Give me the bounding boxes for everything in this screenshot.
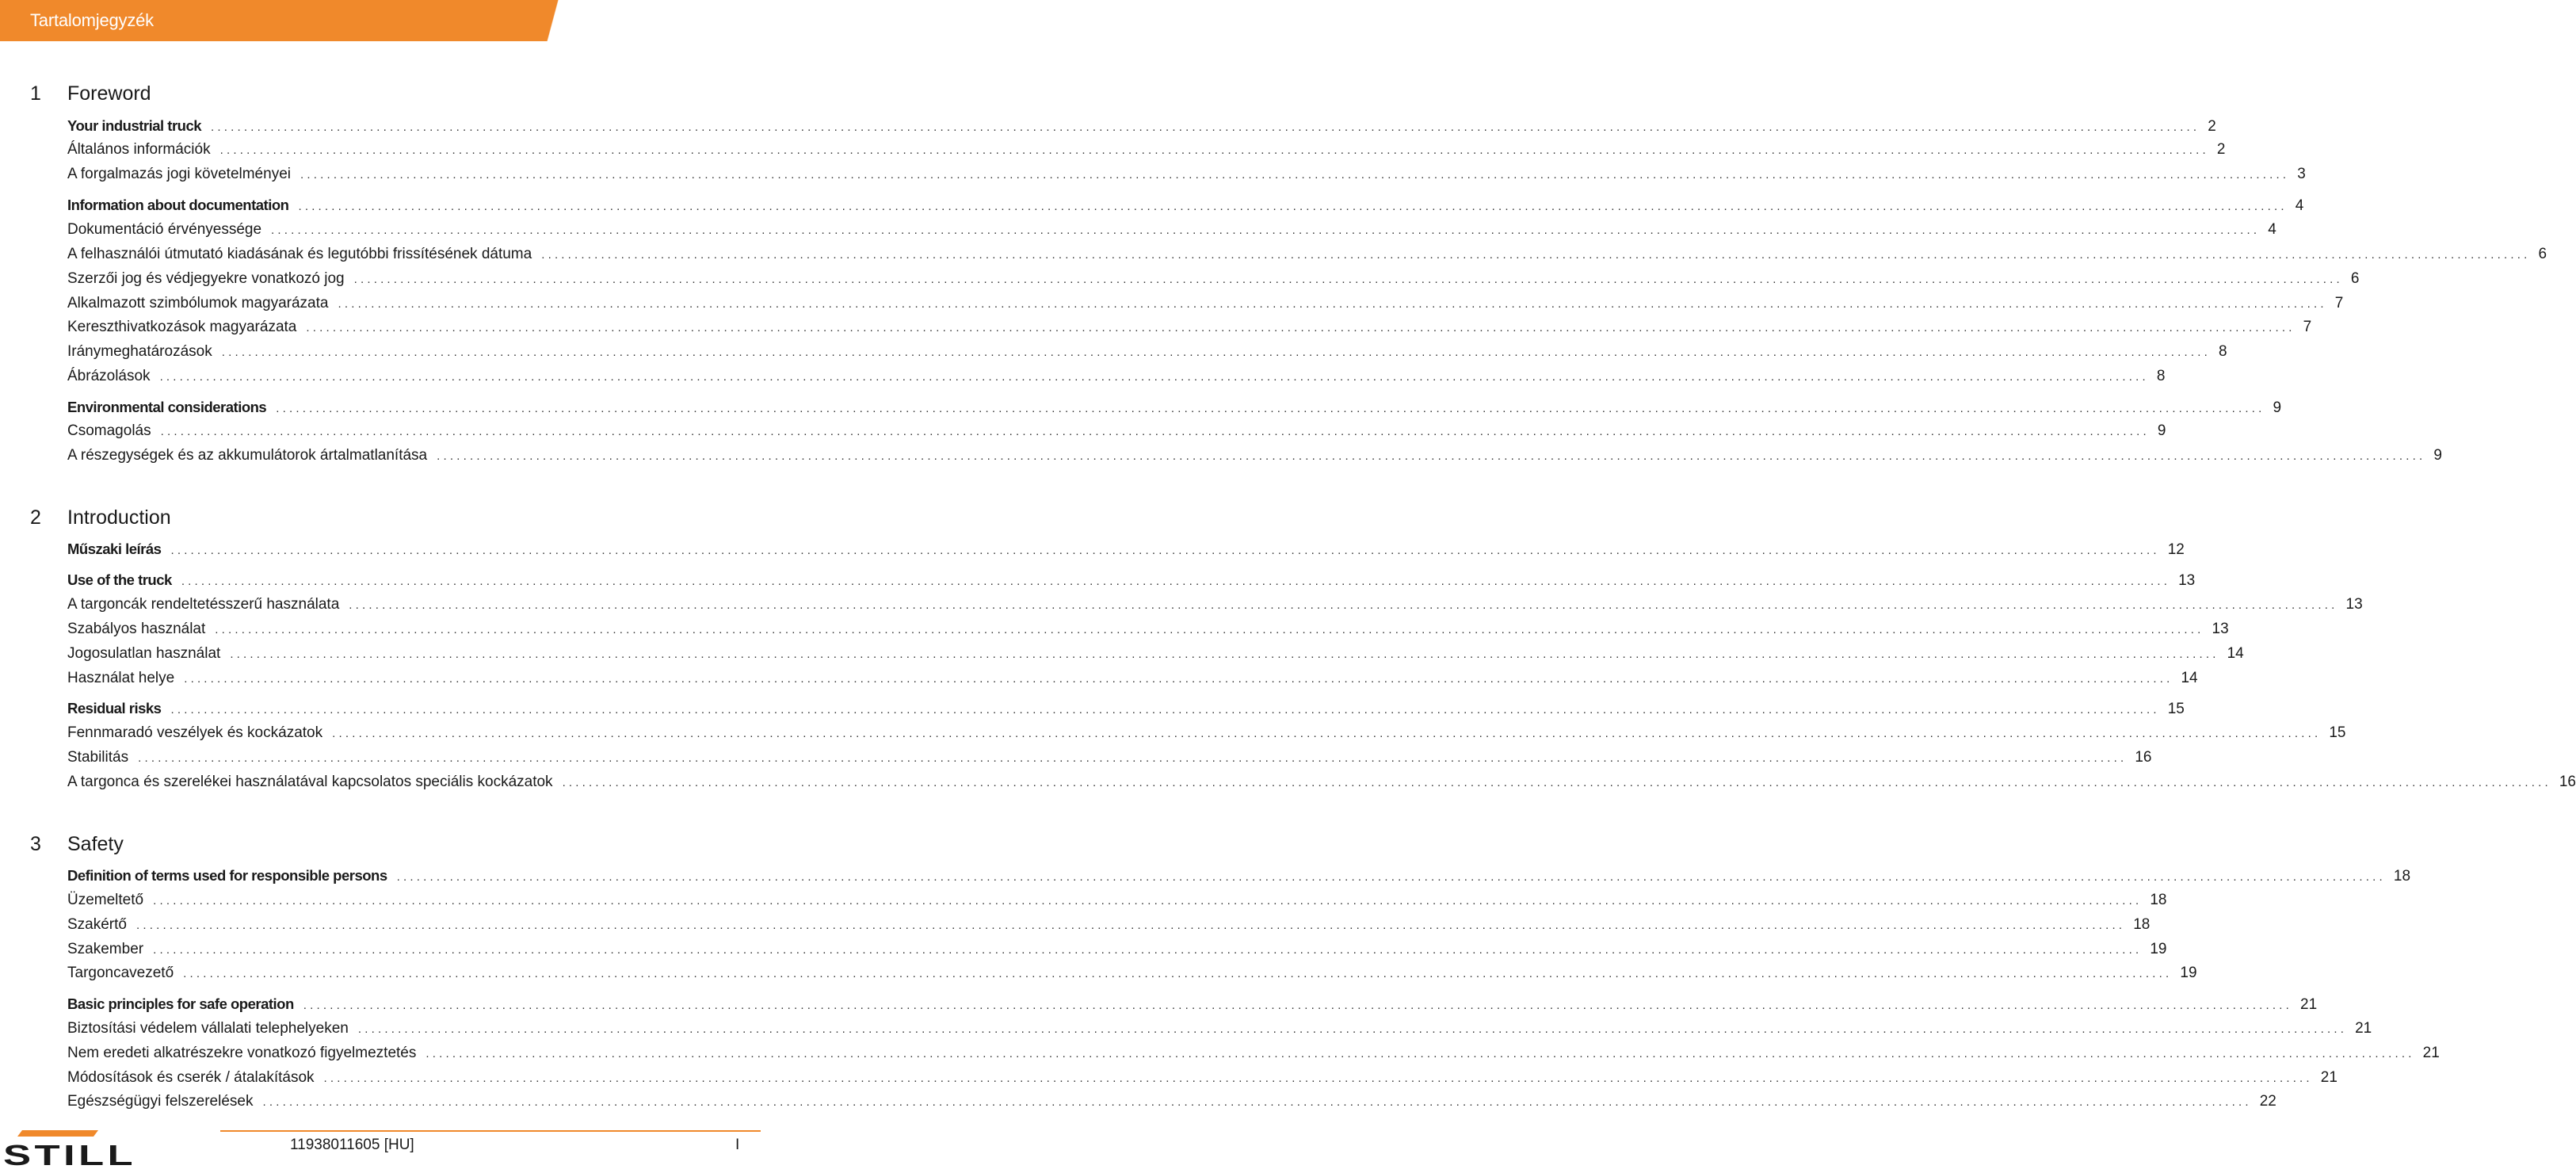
toc-section-entry[interactable]: [67, 396, 2282, 418]
toc-entry[interactable]: [67, 219, 2276, 241]
toc-entry-label: Szakember: [67, 941, 144, 957]
toc-entry-page: 8: [2218, 343, 2227, 360]
dot-leader: ............................................................................................................................................................................................................................................................................................................: [303, 999, 2293, 1012]
still-logo: [0, 1129, 143, 1170]
toc-entry-label: Általános információk: [67, 141, 211, 158]
toc-entry-label: Egészségügyi felszerelések: [67, 1093, 254, 1110]
toc-entry-page: 13: [2212, 621, 2229, 637]
dot-leader: ............................................................................................................................................................................................................................................................................................................: [221, 346, 2211, 359]
toc-entry[interactable]: [67, 1091, 2276, 1113]
toc-entry[interactable]: [67, 618, 2229, 640]
dot-leader: ............................................................................................................................................................................................................................................................................................................: [219, 143, 2209, 157]
toc-entry-label: Your industrial truck: [67, 117, 202, 134]
toc-entry-page: 12: [2167, 541, 2185, 558]
toc-entry-page: 18: [2133, 916, 2150, 933]
toc-entry-page: 9: [2157, 422, 2166, 439]
toc-entry[interactable]: [67, 667, 2198, 690]
dot-leader: ............................................................................................................................................................................................................................................................................................................: [437, 449, 2426, 463]
toc-entry-label: Use of the truck: [67, 571, 172, 588]
still-logo-text: STILL: [3, 1139, 136, 1171]
toc-entry-label: Jogosulatlan használat: [67, 645, 221, 662]
dot-leader: ............................................................................................................................................................................................................................................................................................................: [230, 648, 2219, 661]
toc-entry-label: Basic principles for safe operation: [67, 995, 294, 1012]
toc-entry-page: 19: [2180, 965, 2197, 981]
toc-entry-page: 15: [2329, 724, 2346, 741]
toc-entry-label: Fennmaradó veszélyek és kockázatok: [67, 724, 323, 741]
dot-leader: ............................................................................................................................................................................................................................................................................................................: [298, 200, 2288, 213]
toc-entry[interactable]: [67, 341, 2227, 363]
dot-leader: ............................................................................................................................................................................................................................................................................................................: [396, 870, 2386, 884]
chapter-title: Foreword: [67, 82, 151, 105]
dot-leader: ............................................................................................................................................................................................................................................................................................................: [211, 120, 2200, 134]
chapter-number: 3: [30, 833, 41, 855]
toc-entry[interactable]: [67, 268, 2360, 290]
toc-entry-label: Csomagolás: [67, 422, 151, 439]
toc-section-entry[interactable]: [67, 115, 2216, 137]
toc-entry-label: Environmental considerations: [67, 399, 267, 415]
toc-entry-page: 2: [2216, 141, 2226, 158]
toc-section-entry[interactable]: [67, 569, 2196, 591]
toc-entry-label: Targoncavezető: [67, 965, 174, 981]
toc-entry[interactable]: [67, 938, 2167, 961]
toc-section-entry[interactable]: [67, 697, 2185, 720]
toc-entry-label: Definition of terms used for responsible persons: [67, 867, 387, 884]
toc-entry-page: 21: [2355, 1020, 2372, 1037]
toc-entry-label: Alkalmazott szimbólumok magyarázata: [67, 295, 329, 311]
dot-leader: ............................................................................................................................................................................................................................................................................................................: [153, 894, 2143, 907]
toc-entry[interactable]: [67, 139, 2226, 161]
toc-entry-page: 21: [2422, 1045, 2440, 1061]
toc-entry[interactable]: [67, 243, 2547, 266]
dot-leader: ............................................................................................................................................................................................................................................................................................................: [306, 321, 2296, 334]
dot-leader: ............................................................................................................................................................................................................................................................................................................: [160, 425, 2150, 438]
toc-entry-label: A részegységek és az akkumulátorok ártalmatlanítása: [67, 447, 428, 464]
toc-entry-label: Kereszthivatkozások magyarázata: [67, 319, 297, 335]
toc-entry[interactable]: [67, 722, 2346, 744]
toc-entry-page: 9: [2433, 447, 2442, 464]
toc-entry-page: 21: [2320, 1069, 2337, 1086]
toc-entry-page: 15: [2167, 701, 2185, 717]
toc-entry-page: 14: [2227, 645, 2244, 662]
toc-entry-label: Módosítások és cserék / átalakítások: [67, 1069, 315, 1086]
toc-entry[interactable]: [67, 445, 2442, 467]
dot-leader: ............................................................................................................................................................................................................................................................................................................: [181, 575, 2171, 588]
page-number: I: [735, 1137, 740, 1153]
toc-entry-page: 16: [2559, 774, 2576, 790]
dot-leader: ............................................................................................................................................................................................................................................................................................................: [426, 1047, 2415, 1060]
toc-entry-label: Ábrázolások: [67, 368, 151, 384]
dot-leader: ............................................................................................................................................................................................................................................................................................................: [338, 297, 2327, 311]
dot-leader: ............................................................................................................................................................................................................................................................................................................: [349, 598, 2338, 612]
toc-entry-page: 21: [2300, 996, 2318, 1013]
dot-leader: ............................................................................................................................................................................................................................................................................................................: [153, 943, 2143, 957]
toc-entry[interactable]: [67, 914, 2150, 936]
dot-leader: ............................................................................................................................................................................................................................................................................................................: [300, 168, 2290, 181]
toc-entry[interactable]: [67, 1067, 2337, 1089]
toc-entry[interactable]: [67, 747, 2152, 769]
chapter-number: 2: [30, 506, 41, 529]
toc-entry-page: 3: [2297, 166, 2306, 182]
toc-entry[interactable]: [67, 594, 2363, 616]
toc-entry-page: 18: [2393, 868, 2411, 885]
dot-leader: ............................................................................................................................................................................................................................................................................................................: [541, 248, 2531, 262]
toc-entry-page: 13: [2345, 596, 2363, 613]
toc-entry[interactable]: [67, 316, 2312, 338]
dot-leader: ............................................................................................................................................................................................................................................................................................................: [159, 370, 2149, 384]
toc-entry-label: Biztosítási védelem vállalati telephelyeken: [67, 1020, 349, 1037]
toc-entry-label: Üzemeltető: [67, 892, 144, 908]
toc-entry-page: 13: [2178, 572, 2196, 589]
toc-entry[interactable]: [67, 962, 2197, 984]
dot-leader: ............................................................................................................................................................................................................................................................................................................: [135, 919, 2126, 932]
dot-leader: ............................................................................................................................................................................................................................................................................................................: [138, 751, 2128, 765]
toc-entry-page: 4: [2295, 197, 2304, 214]
toc-entry-page: 19: [2150, 941, 2167, 957]
chapter-title: Introduction: [67, 506, 171, 529]
toc-entry-page: 7: [2303, 319, 2312, 335]
toc-entry-page: 18: [2150, 892, 2167, 908]
toc-entry-label: Műszaki leírás: [67, 541, 162, 557]
chapter-heading: [0, 830, 761, 858]
toc-entry-page: 6: [2350, 270, 2360, 287]
toc-entry-page: 14: [2181, 670, 2198, 686]
toc-entry-label: A felhasználói útmutató kiadásának és legutóbbi frissítésének dátuma: [67, 246, 532, 262]
chapter-heading: [0, 503, 761, 532]
dot-leader: ............................................................................................................................................................................................................................................................................................................: [184, 672, 2173, 686]
dot-leader: ............................................................................................................................................................................................................................................................................................................: [353, 273, 2343, 286]
toc-entry-page: 2: [2208, 118, 2216, 135]
dot-leader: ............................................................................................................................................................................................................................................................................................................: [170, 544, 2160, 557]
toc-entry-label: Szerzői jog és védjegyekre vonatkozó jog: [67, 270, 345, 287]
toc-entry-label: Dokumentáció érvényessége: [67, 221, 262, 238]
toc-entry-label: A forgalmazás jogi követelményei: [67, 166, 291, 182]
toc-entry[interactable]: [67, 1018, 2372, 1040]
toc-entry[interactable]: [67, 420, 2166, 442]
dot-leader: ............................................................................................................................................................................................................................................................................................................: [323, 1072, 2313, 1085]
toc-entry-label: Szabályos használat: [67, 621, 206, 637]
dot-leader: ............................................................................................................................................................................................................................................................................................................: [262, 1095, 2252, 1109]
toc-entry-label: Stabilitás: [67, 749, 129, 766]
toc-entry-label: A targonca és szerelékei használatával kapcsolatos speciális kockázatok: [67, 774, 553, 790]
dot-leader: ............................................................................................................................................................................................................................................................................................................: [183, 967, 2173, 980]
toc-entry-label: Nem eredeti alkatrészekre vonatkozó figyelmeztetés: [67, 1045, 417, 1061]
toc-entry-page: 6: [2538, 246, 2547, 262]
dot-leader: ............................................................................................................................................................................................................................................................................................................: [215, 623, 2204, 636]
toc-entry-page: 22: [2259, 1093, 2276, 1110]
toc-entry-label: Használat helye: [67, 670, 175, 686]
toc-entry-label: Residual risks: [67, 700, 162, 716]
dot-leader: ............................................................................................................................................................................................................................................................................................................: [271, 224, 2261, 237]
chapter-title: Safety: [67, 833, 124, 855]
toc-entry-page: 16: [2135, 749, 2152, 766]
toc-entry-page: 9: [2273, 399, 2282, 416]
toc-entry-page: 8: [2156, 368, 2166, 384]
footer-line: [220, 1130, 761, 1132]
document-number: 11938011605 [HU]: [290, 1137, 414, 1153]
toc-entry[interactable]: [67, 643, 2244, 665]
toc-section-entry[interactable]: [67, 993, 2318, 1015]
toc-entry-label: Information about documentation: [67, 197, 289, 213]
page-header: [0, 0, 761, 41]
toc-entry[interactable]: [67, 163, 2306, 185]
toc-entry-page: 4: [2268, 221, 2276, 238]
toc-section-entry[interactable]: [67, 194, 2304, 216]
toc-entry[interactable]: [67, 292, 2344, 315]
dot-leader: ............................................................................................................................................................................................................................................................................................................: [357, 1022, 2348, 1036]
dot-leader: ............................................................................................................................................................................................................................................................................................................: [562, 776, 2551, 789]
chapter-heading: [0, 79, 761, 108]
dot-leader: ............................................................................................................................................................................................................................................................................................................: [170, 703, 2160, 716]
toc-section-entry[interactable]: [67, 865, 2411, 887]
toc-entry[interactable]: [67, 889, 2167, 911]
page-title: Tartalomjegyzék: [30, 10, 154, 30]
toc-entry[interactable]: [67, 1042, 2440, 1064]
dot-leader: ............................................................................................................................................................................................................................................................................................................: [276, 402, 2265, 415]
toc-entry[interactable]: [67, 365, 2166, 388]
toc-entry-label: A targoncák rendeltetésszerű használata: [67, 596, 340, 613]
toc-entry-label: Szakértő: [67, 916, 127, 933]
toc-entry[interactable]: [67, 771, 2576, 793]
toc-entry-page: 7: [2334, 295, 2344, 311]
toc-section-entry[interactable]: [67, 538, 2185, 560]
chapter-number: 1: [30, 82, 41, 105]
dot-leader: ............................................................................................................................................................................................................................................................................................................: [332, 727, 2322, 740]
toc-entry-label: Iránymeghatározások: [67, 343, 212, 360]
